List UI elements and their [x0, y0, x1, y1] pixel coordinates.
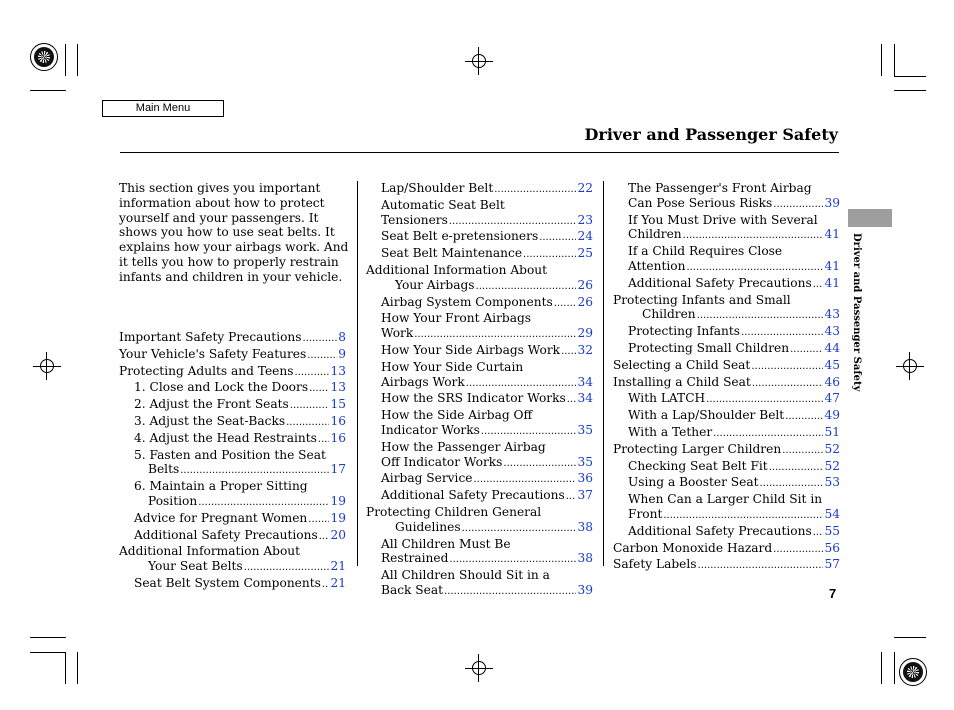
toc-entry-title: If a Child Requires Close: [628, 244, 783, 259]
toc-page-link[interactable]: 34: [577, 391, 593, 406]
toc-entry[interactable]: [119, 544, 346, 576]
toc-entry[interactable]: [366, 537, 593, 569]
toc-page-link[interactable]: 51: [824, 424, 840, 439]
toc-page-link[interactable]: 26: [577, 277, 593, 292]
toc-page-link[interactable]: 29: [577, 326, 593, 341]
toc-entry[interactable]: [366, 311, 593, 343]
crosshair-mark-icon: [465, 47, 493, 75]
toc-entry-title: Automatic Seat Belt: [381, 197, 505, 212]
toc-page-link[interactable]: 9: [338, 346, 346, 361]
toc-entry[interactable]: [613, 475, 840, 492]
toc-entry[interactable]: [119, 576, 346, 593]
dot-leader: [706, 393, 823, 408]
section-tab-label: Driver and Passenger Safety: [851, 233, 862, 392]
toc-page-link[interactable]: 25: [577, 246, 593, 261]
toc-entry-title: Guidelines: [395, 519, 461, 534]
dot-leader: [494, 183, 576, 198]
toc-entry[interactable]: [366, 408, 593, 440]
toc-entry-title: Important Safety Precautions: [119, 330, 302, 344]
toc-entry-title: Carbon Monoxide Hazard: [613, 540, 773, 555]
intro-paragraph: This section gives you important information about how to protect yourself and your passengers. It shows you how to use seat belts. It explains how your airbags work. And it tells you how to properly restrain infants and children in your vehicle.: [119, 181, 349, 284]
toc-entry[interactable]: [119, 380, 346, 397]
dot-leader: [697, 309, 824, 324]
dot-leader: [663, 509, 823, 524]
dot-leader: [566, 490, 577, 505]
toc-page-link[interactable]: 43: [824, 324, 840, 339]
toc-page-link[interactable]: 47: [824, 391, 840, 406]
dot-leader: [481, 425, 577, 440]
dot-leader: [444, 585, 576, 600]
toc-entry-title: Additional Safety Precautions: [134, 527, 318, 542]
toc-entry-title: How Your Front Airbags: [381, 311, 532, 326]
toc-page-link[interactable]: 54: [824, 506, 840, 521]
toc-page-link[interactable]: 20: [330, 527, 346, 542]
toc-entry-title: Work: [381, 326, 414, 341]
toc-entry[interactable]: [613, 408, 840, 425]
toc-entry[interactable]: [366, 246, 593, 263]
toc-entry-title: Advice for Pregnant Women: [134, 510, 308, 525]
toc-entry[interactable]: [366, 229, 593, 246]
dot-leader: [318, 433, 330, 448]
column-divider: [603, 181, 604, 566]
toc-entry-title: Additional Safety Precautions: [381, 488, 565, 503]
dot-leader: [503, 457, 576, 472]
toc-entry-title: 5. Fasten and Position the Seat: [134, 447, 326, 462]
toc-entry-title: 6. Maintain a Proper Sitting: [134, 479, 308, 494]
toc-entry-title: Airbag System Components: [381, 294, 553, 309]
dot-leader: [751, 360, 823, 375]
toc-entry-title: Additional Information About: [366, 262, 548, 277]
toc-page-link[interactable]: 32: [577, 342, 593, 357]
dot-leader: [244, 561, 330, 576]
toc-entry[interactable]: [366, 488, 593, 505]
toc-entry[interactable]: [119, 448, 346, 480]
dot-leader: [713, 427, 823, 442]
toc-entry[interactable]: [366, 295, 593, 312]
dot-leader: [308, 513, 329, 528]
toc-page-link[interactable]: 35: [577, 422, 593, 437]
toc-entry[interactable]: [613, 213, 840, 245]
dot-leader: [322, 578, 330, 593]
column-divider: [357, 181, 358, 566]
toc-entry-title: All Children Must Be: [381, 536, 511, 551]
dot-leader: [303, 332, 338, 347]
toc-page-link[interactable]: 17: [330, 462, 346, 477]
dot-leader: [773, 543, 823, 558]
toc-entry-title: Your Vehicle's Safety Features: [119, 346, 307, 361]
toc-entry-title: Safety Labels: [613, 557, 697, 572]
dot-leader: [790, 343, 823, 358]
toc-entry[interactable]: [613, 459, 840, 476]
toc-entry-title: Protecting Larger Children: [613, 441, 782, 456]
toc-entry-title: Protecting Adults and Teens: [119, 363, 294, 378]
dot-leader: [785, 410, 823, 425]
dot-leader: [567, 393, 577, 408]
registration-mark-icon: [903, 662, 923, 682]
dot-leader: [290, 399, 330, 414]
toc-entry[interactable]: [366, 343, 593, 360]
dot-leader: [773, 198, 823, 213]
toc-page-link[interactable]: 23: [577, 212, 593, 227]
toc-entry-title: Off Indicator Works: [381, 454, 503, 469]
toc-page-link[interactable]: 21: [330, 575, 346, 590]
toc-page-link[interactable]: 39: [577, 582, 593, 597]
dot-leader: [683, 229, 824, 244]
dot-leader: [554, 297, 577, 312]
toc-entry[interactable]: [613, 541, 840, 558]
toc-entry-title: Lap/Shoulder Belt: [381, 181, 494, 195]
toc-entry[interactable]: [613, 524, 840, 541]
dot-leader: [198, 496, 329, 511]
dot-leader: [523, 248, 576, 263]
toc-entry[interactable]: [119, 528, 346, 545]
dot-leader: [476, 280, 577, 295]
toc-entry[interactable]: [366, 568, 593, 600]
toc-entry-title: Position: [148, 493, 198, 508]
toc-entry-title: Using a Booster Seat: [628, 475, 759, 490]
toc-entry-title: With a Tether: [628, 424, 713, 439]
dot-leader: [473, 473, 576, 488]
toc-page-link[interactable]: 34: [577, 374, 593, 389]
dot-leader: [462, 522, 577, 537]
toc-page-link[interactable]: 45: [824, 357, 840, 372]
page-title: Driver and Passenger Safety: [584, 125, 838, 144]
toc-entry-title: How the SRS Indicator Works: [381, 391, 566, 406]
toc-entry-title: Protecting Infants and Small: [613, 292, 791, 307]
toc-entry[interactable]: [613, 293, 840, 325]
toc-page-link[interactable]: 35: [577, 454, 593, 469]
dot-leader: [466, 377, 577, 392]
dot-leader: [539, 231, 576, 246]
toc-page-link[interactable]: 36: [577, 471, 593, 486]
toc-page-link[interactable]: 13: [330, 363, 346, 378]
toc-entry-title: When Can a Larger Child Sit in: [628, 492, 823, 507]
toc-page-link[interactable]: 13: [330, 380, 346, 395]
toc-entry[interactable]: [613, 375, 840, 392]
crosshair-mark-icon: [33, 352, 61, 380]
toc-entry[interactable]: [366, 471, 593, 488]
toc-entry-title: 4. Adjust the Head Restraints: [134, 430, 317, 445]
toc-page-link[interactable]: 39: [824, 195, 840, 210]
toc-page-link[interactable]: 8: [338, 330, 346, 344]
toc-entry-title: All Children Should Sit in a: [381, 568, 550, 583]
toc-entry-title: Seat Belt e-pretensioners: [381, 229, 539, 244]
toc-entry-title: 1. Close and Lock the Doors: [134, 380, 309, 395]
toc-entry-title: With a Lap/Shoulder Belt: [628, 408, 785, 423]
toc-entry[interactable]: [366, 440, 593, 472]
dot-leader: [741, 326, 823, 341]
dot-leader: [686, 261, 823, 276]
toc-entry-title: Seat Belt Maintenance: [381, 246, 523, 261]
toc-page-link[interactable]: 41: [824, 227, 840, 242]
toc-entry-title: Can Pose Serious Risks: [628, 195, 773, 210]
toc-page-link[interactable]: 57: [824, 557, 840, 572]
toc-page-link[interactable]: 56: [824, 540, 840, 555]
toc-entry-title: Children: [642, 307, 696, 322]
toc-page-link[interactable]: 26: [577, 294, 593, 309]
toc-entry-title: Front: [628, 506, 663, 521]
toc-entry-title: Protecting Small Children: [628, 340, 790, 355]
toc-entry-title: Checking Seat Belt Fit: [628, 458, 768, 473]
toc-entry-title: Installing a Child Seat: [613, 374, 751, 389]
dot-leader: [180, 464, 329, 479]
toc-page-link[interactable]: 19: [330, 510, 346, 525]
toc-page-link[interactable]: 38: [577, 551, 593, 566]
toc-page-link[interactable]: 43: [824, 307, 840, 322]
toc-page-link[interactable]: 38: [577, 519, 593, 534]
toc-entry[interactable]: [119, 431, 346, 448]
toc-page-link[interactable]: 37: [577, 488, 593, 503]
toc-entry[interactable]: [366, 181, 593, 198]
toc-page-link[interactable]: 16: [330, 430, 346, 445]
toc-entry-title: Protecting Infants: [628, 324, 741, 339]
toc-entry[interactable]: [366, 505, 593, 537]
toc-page-link[interactable]: 46: [824, 374, 840, 389]
toc-entry-title: How Your Side Curtain: [381, 359, 524, 374]
toc-page-link[interactable]: 49: [824, 408, 840, 423]
toc-entry-title: Selecting a Child Seat: [613, 357, 751, 372]
toc-page-link[interactable]: 41: [824, 275, 840, 290]
toc-entry[interactable]: [613, 425, 840, 442]
toc-entry[interactable]: [119, 347, 346, 364]
toc-entry[interactable]: [613, 324, 840, 341]
toc-entry[interactable]: [613, 442, 840, 459]
toc-entry-title: Additional Safety Precautions: [628, 523, 812, 538]
toc-entry[interactable]: [366, 263, 593, 295]
toc-page-link[interactable]: 19: [330, 493, 346, 508]
toc-column-3: [613, 181, 840, 574]
toc-entry[interactable]: [366, 198, 593, 230]
toc-entry[interactable]: [119, 397, 346, 414]
toc-entry[interactable]: [366, 360, 593, 392]
dot-leader: [813, 278, 824, 293]
toc-page-link[interactable]: 44: [824, 340, 840, 355]
toc-page-link[interactable]: 52: [824, 441, 840, 456]
toc-entry-title: 3. Adjust the Seat-Backs: [134, 413, 286, 428]
dot-leader: [813, 526, 824, 541]
dot-leader: [449, 215, 577, 230]
toc-entry-title: Attention: [628, 258, 686, 273]
toc-entry[interactable]: [613, 276, 840, 293]
dot-leader: [561, 345, 576, 360]
section-tab: [848, 209, 892, 227]
dot-leader: [286, 416, 329, 431]
main-menu-button[interactable]: Main Menu: [102, 100, 224, 117]
toc-entry-title: Tensioners: [381, 212, 448, 227]
toc-entry[interactable]: [613, 492, 840, 524]
toc-entry-title: Indicator Works: [381, 422, 480, 437]
toc-page-link[interactable]: 16: [330, 413, 346, 428]
toc-column-1: [119, 330, 346, 593]
toc-entry-title: 2. Adjust the Front Seats: [134, 397, 289, 412]
toc-page-link[interactable]: 21: [330, 559, 346, 574]
toc-entry[interactable]: [119, 330, 346, 347]
toc-entry-title: How Your Side Airbags Work: [381, 342, 561, 357]
dot-leader: [319, 530, 330, 545]
toc-entry-title: Protecting Children General: [366, 504, 542, 519]
toc-page-link[interactable]: 55: [824, 523, 840, 538]
toc-entry-title: The Passenger's Front Airbag: [628, 181, 812, 195]
toc-entry[interactable]: [119, 414, 346, 431]
toc-entry-title: Children: [628, 227, 682, 242]
dot-leader: [307, 349, 337, 364]
toc-page-link[interactable]: 52: [824, 458, 840, 473]
toc-entry-title: Airbags Work: [381, 374, 465, 389]
dot-leader: [698, 559, 824, 574]
page-number: 7: [829, 586, 837, 601]
toc-entry[interactable]: [613, 244, 840, 276]
toc-entry-title: Additional Information About: [119, 544, 301, 559]
toc-page-link[interactable]: 22: [577, 181, 593, 195]
registration-mark-icon: [34, 47, 54, 67]
toc-entry-title: Restrained: [381, 551, 449, 566]
crosshair-mark-icon: [465, 654, 493, 682]
toc-entry-title: Back Seat: [381, 582, 444, 597]
toc-entry-title: Seat Belt System Components: [134, 575, 321, 590]
crosshair-mark-icon: [896, 352, 924, 380]
dot-leader: [414, 328, 576, 343]
toc-entry-title: With LATCH: [628, 391, 706, 406]
dot-leader: [309, 382, 329, 397]
dot-leader: [769, 461, 824, 476]
toc-entry-title: Airbag Service: [381, 471, 473, 486]
dot-leader: [295, 366, 330, 381]
toc-entry[interactable]: [613, 557, 840, 574]
toc-page-link[interactable]: 41: [824, 258, 840, 273]
toc-entry-title: How the Side Airbag Off: [381, 408, 533, 423]
toc-entry-title: Your Seat Belts: [148, 559, 243, 574]
toc-column-2: [366, 181, 593, 600]
toc-entry-title: Additional Safety Precautions: [628, 275, 812, 290]
toc-entry-title: If You Must Drive with Several: [628, 212, 818, 227]
toc-entry-title: How the Passenger Airbag: [381, 439, 546, 454]
toc-page-link[interactable]: 15: [330, 397, 346, 412]
toc-entry[interactable]: [119, 511, 346, 528]
dot-leader: [760, 477, 824, 492]
dot-leader: [782, 444, 823, 459]
toc-entry[interactable]: [119, 479, 346, 511]
toc-page-link[interactable]: 53: [824, 475, 840, 490]
toc-entry[interactable]: [613, 181, 840, 213]
dot-leader: [752, 377, 824, 392]
title-divider: [120, 152, 839, 153]
toc-entry-title: Your Airbags: [395, 277, 475, 292]
toc-entry[interactable]: [613, 391, 840, 408]
toc-entry-title: Belts: [148, 462, 180, 477]
dot-leader: [449, 553, 576, 568]
toc-page-link[interactable]: 24: [577, 229, 593, 244]
toc-entry[interactable]: [119, 364, 346, 381]
toc-entry[interactable]: [613, 341, 840, 358]
toc-entry[interactable]: [613, 358, 840, 375]
toc-entry[interactable]: [366, 391, 593, 408]
